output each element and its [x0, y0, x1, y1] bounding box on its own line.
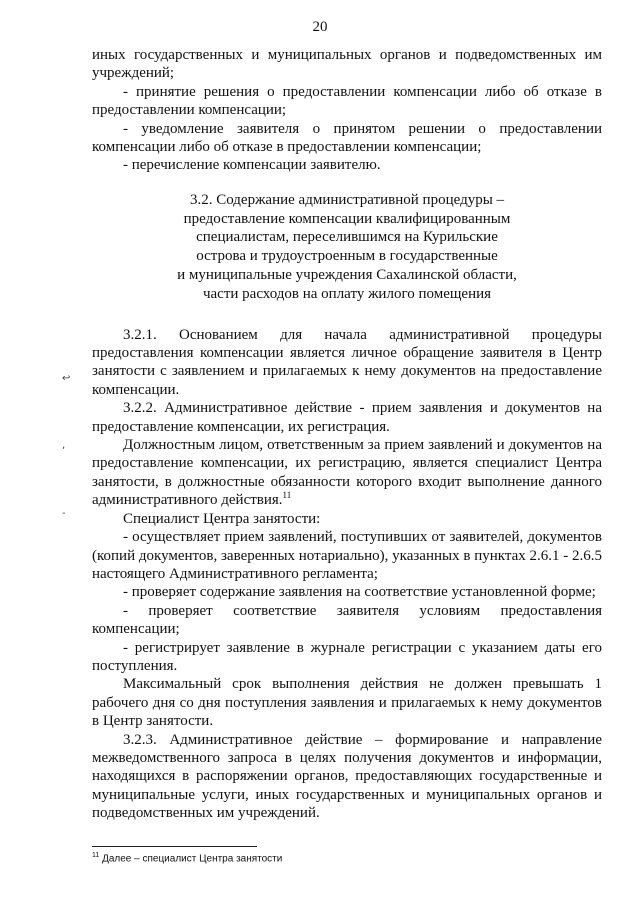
- paragraph-3-2-1: 3.2.1. Основанием для начала административной процедуры предоставления компенсации является личное обращение заявителя в Центр занятости с заявлением и прилагаемых к нему документов на предоставление компенсации.: [92, 326, 602, 398]
- intro-item: - принятие решения о предоставлении компенсации либо об отказе в предоставлении компенсации;: [92, 83, 602, 119]
- paragraph-3-2-3: 3.2.3. Административное действие – формирование и направление межведомственного запроса в целях получения документов и информации, находящихся в распоряжении органов, предоставляющих государственные и муниципальные услуги, иных государственных и муниципальных органов и подведомственных им учреждений.: [92, 731, 602, 822]
- duty-item: - проверяет содержание заявления на соответствие установленной форме;: [123, 584, 596, 601]
- intro-continuation: иных государственных и муниципальных органов и подведомственных им учреждений;: [92, 47, 602, 82]
- scan-mark: ↩: [62, 373, 71, 384]
- footnote-reference: 11: [282, 490, 292, 501]
- heading-line: специалистам, переселившимся на Курильские: [196, 229, 498, 246]
- intro-item: - уведомление заявителя о принятом решении о предоставлении компенсации либо об отказе в предоставлении компенсации;: [92, 120, 602, 156]
- footnote-divider: [92, 846, 257, 847]
- footnote-text: Далее – специалист Центра занятости: [102, 853, 283, 865]
- duty-item: - осуществляет прием заявлений, поступивших от заявителей, документов (копий документов, заверенных нотариально), указанных в пунктах 2.6.1 - 2.6.5 настоящего Административного регламента;: [92, 529, 602, 582]
- scan-mark: ,: [62, 440, 66, 451]
- heading-line: предоставление компенсации квалифицированным: [183, 210, 511, 227]
- duty-item: - проверяет соответствие заявителя условиям предоставления компенсации;: [92, 602, 602, 638]
- official-text: Должностным лицом, ответственным за прием заявлений и документов на предоставление компенсации, их регистрацию, является специалист Центра занятости, в должностные обязанности которого входит выполнение данного административного действия.: [92, 437, 602, 509]
- page-number: 20: [312, 19, 328, 35]
- heading-line: острова и трудоустроенным в государственные: [196, 248, 498, 265]
- paragraph-3-2-2: 3.2.2. Административное действие - прием заявления и документов на предоставление компенсации, их регистрация.: [92, 400, 602, 435]
- document-body: [92, 46, 602, 823]
- paragraph-official: [92, 436, 602, 510]
- intro-item: - перечисление компенсации заявителю.: [123, 157, 381, 174]
- footnote: [92, 852, 282, 864]
- footnote-number: 11: [92, 852, 100, 859]
- specialist-intro: Специалист Центра занятости:: [123, 510, 321, 527]
- heading-line: 3.2. Содержание административной процедуры –: [189, 191, 505, 208]
- paragraph-max-term: Максимальный срок выполнения действия не должен превышать 1 рабочего дня со дня поступления заявления и прилагаемых к нему документов в Центр занятости.: [92, 676, 602, 730]
- heading-line: части расходов на оплату жилого помещения: [202, 285, 492, 302]
- heading-line: и муниципальные учреждения Сахалинской области,: [177, 267, 517, 284]
- section-heading: [92, 191, 602, 304]
- duty-item: - регистрирует заявление в журнале регистрации с указанием даты его поступления.: [92, 639, 602, 674]
- scan-mark: -: [62, 508, 66, 519]
